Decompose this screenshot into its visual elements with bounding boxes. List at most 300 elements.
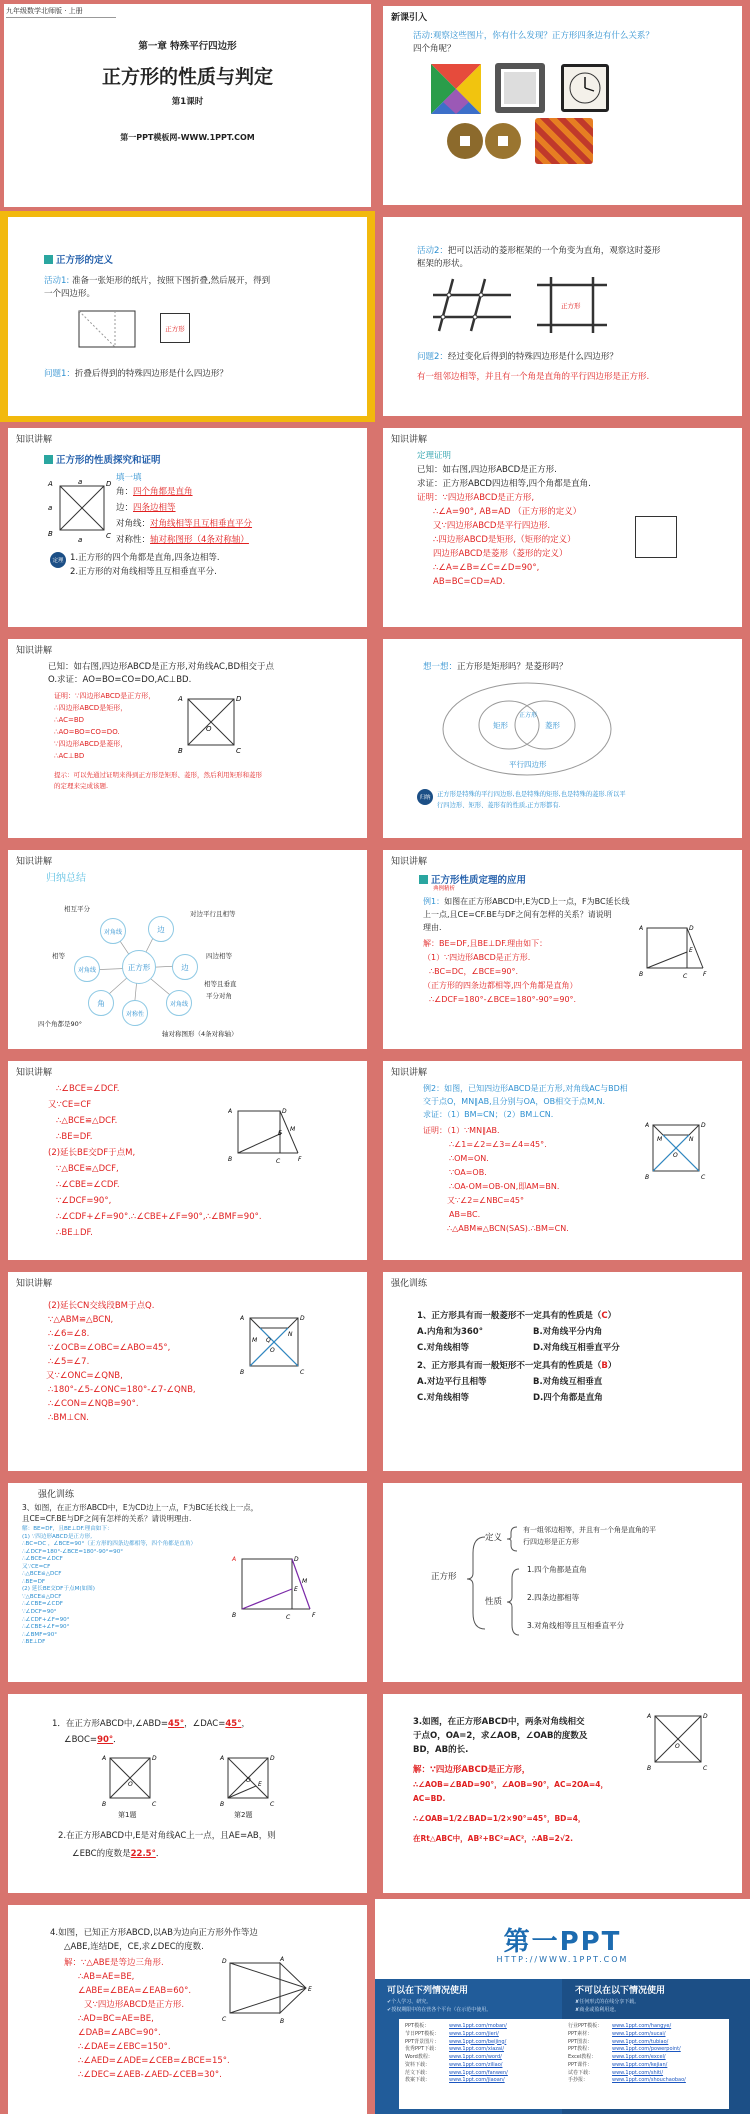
- slide-body: [8, 1061, 367, 1260]
- svg-text:A: A: [645, 1122, 650, 1129]
- choice[interactable]: D.对角线互相垂直平分: [533, 1343, 620, 1353]
- svg-text:C: C: [286, 1614, 291, 1621]
- solution-line: 解：∵四边形ABCD是正方形，: [413, 1765, 531, 1775]
- svg-text:D: D: [236, 695, 242, 703]
- square-figure: [635, 516, 677, 558]
- svg-text:C: C: [236, 747, 241, 755]
- solution-line: 解：∵△ABE是等边三角形.: [64, 1958, 164, 1968]
- choice[interactable]: B.对角线互相垂直: [533, 1377, 603, 1387]
- svg-text:O: O: [675, 1743, 680, 1750]
- svg-text:E: E: [258, 1781, 262, 1788]
- slide-intro: [375, 0, 750, 211]
- solution-block: 解：BE=DF，且BE⊥DF.理由如下： (1) ∵四边形ABCD是正方形, ∴BC=DC ，∠BCE=90°（正方形的四条边都相等，四个角都是直角） ∴∠DCF=180°-∠BCE=180°-90°=90° ∴∠BCE=∠DCF 又∵CE=CF ∴△BCE≌△DCF ∴BE=DF (2) 延长BE交DF于点M(如图) ∵△BCE≌△DCF ∴∠CBE=∠CDF ∵∠DCF=90° ∴∠CDF+∠F=90° ∴∠CBE+∠F=90° ∴∠BMF=90° ∴BE⊥DF: [22, 1526, 197, 1646]
- svg-text:D: D: [152, 1755, 157, 1762]
- question-text: 4.如图，已知正方形ABCD,以AB为边向正方形外作等边: [50, 1928, 258, 1938]
- svg-text:E: E: [278, 1130, 282, 1137]
- solution-line: ∴△BCE≌△DCF.: [56, 1116, 118, 1126]
- proof-line: 证明：∵四边形ABCD是正方形,: [417, 493, 535, 503]
- square-diagonals-figure: [176, 693, 246, 757]
- choice[interactable]: B.对角线平分内角: [533, 1327, 603, 1337]
- slide-heading: 强化训练: [38, 1490, 75, 1500]
- svg-text:F: F: [312, 1612, 316, 1619]
- definition-line: 有一组邻边相等，并且有一个角是直角的平: [523, 1526, 656, 1534]
- example1-figure: [639, 922, 719, 986]
- svg-text:E: E: [294, 1586, 298, 1593]
- resource-link[interactable]: www.1ppt.com/jiaoan/: [449, 2077, 505, 2084]
- svg-text:B: B: [220, 1801, 225, 1808]
- proof-line: (2)延长CN交线段BM于点Q.: [48, 1301, 155, 1311]
- slide-heading: 新课引入: [391, 13, 428, 23]
- resource-link[interactable]: www.1ppt.com/shiti/: [612, 2069, 664, 2076]
- svg-text:D: D: [689, 925, 694, 932]
- resource-link-row: [568, 2046, 723, 2054]
- resource-link[interactable]: www.1ppt.com/sucai/: [612, 2030, 666, 2037]
- svg-text:F: F: [703, 971, 707, 978]
- svg-text:A: A: [228, 1108, 233, 1115]
- mindmap-leaf: 平分对角: [206, 992, 232, 1000]
- question-text: 3、如图，在正方形ABCD中，E为CD边上一点，F为BC延长线上一点，: [22, 1503, 259, 1512]
- proof-line: ∴∠A=90°, AB=AD （正方形的定义）: [433, 507, 582, 517]
- mindmap-node: 对角线: [166, 990, 192, 1016]
- slide-practice4: [375, 1688, 750, 1899]
- svg-text:B: B: [102, 1801, 107, 1808]
- proof-line: 四边形ABCD是菱形（菱形的定义）: [433, 549, 568, 559]
- solution-line: (2)延长BE交DF于点M,: [48, 1148, 136, 1158]
- resource-link-label: 试卷下载：: [568, 2069, 594, 2076]
- proof-line: ∵四边形ABCD是菱形，: [54, 740, 128, 748]
- resource-link-row: [405, 2031, 560, 2039]
- svg-text:B: B: [240, 1369, 245, 1376]
- choice[interactable]: A.对边平行且相等: [417, 1377, 487, 1387]
- proof-line: ∴BM⊥CN.: [48, 1413, 89, 1423]
- mindmap-leaf: 相等且垂直: [204, 980, 237, 988]
- activity-text: 活动:观察这些图片，你有什么发现？正方形四条边有什么关系？: [413, 31, 654, 41]
- mindmap-node: 对角线: [74, 956, 100, 982]
- resource-link-label: 手抄报：: [568, 2077, 589, 2084]
- brand-url[interactable]: HTTP://WWW.1PPT.COM: [496, 1955, 629, 1964]
- resource-link-label: PPT素材：: [568, 2030, 593, 2037]
- resource-link[interactable]: www.1ppt.com/hangye/: [612, 2023, 672, 2029]
- section-title: 正方形性质定理的应用: [419, 872, 526, 886]
- proof-line: ∴180°-∠5-∠ONC=180°-∠7-∠QNB,: [48, 1385, 196, 1395]
- example-text: 求证：（1）BM=CN；（2）BM⊥CN.: [423, 1110, 554, 1119]
- slide-heading: 知识讲解: [16, 435, 53, 445]
- lesson-number: 第1课时: [171, 97, 204, 107]
- slide-mindmap: [0, 844, 375, 1055]
- svg-text:D: D: [270, 1755, 275, 1762]
- tangram-image: [431, 64, 481, 114]
- resource-link-label: PPT教程：: [568, 2046, 593, 2053]
- activity-text: 框架的形状。: [417, 259, 469, 269]
- venn-square-label: 正方形: [519, 712, 538, 719]
- property-line: 3.对角线相等且互相垂直平分: [527, 1621, 625, 1630]
- svg-text:O: O: [128, 1781, 133, 1788]
- slide-body: [8, 1483, 367, 1682]
- slide-body: [8, 217, 367, 416]
- slide-practice5: [0, 1899, 375, 2114]
- square-frame-figure: [533, 275, 628, 335]
- coins-image: [445, 121, 525, 161]
- venn-rect-label: 矩形: [493, 721, 508, 730]
- example-text: 上一点,且CE=CF.BE与DF之间有怎样的关系？请说明: [423, 910, 612, 919]
- svg-text:B: B: [228, 1156, 233, 1163]
- section-title: 正方形的定义: [44, 252, 113, 266]
- svg-text:D: D: [703, 1713, 708, 1720]
- svg-text:B: B: [178, 747, 183, 755]
- slide-example2-cont: [0, 1266, 375, 1477]
- solution-line: ∴∠OAB=1/2∠BAD=1/2×90°=45°，BD=4，: [413, 1814, 586, 1823]
- resource-link[interactable]: www.1ppt.com/excel/: [612, 2054, 666, 2060]
- svg-text:O: O: [206, 725, 212, 733]
- activity-text: 活动2：把可以活动的菱形框架的一个角变为直角，观察这时菱形: [417, 246, 661, 256]
- svg-text:B: B: [647, 1765, 652, 1772]
- definition-line: 行四边形是正方形: [523, 1538, 579, 1546]
- question-text: △ABE,连结DE，CE,求∠DEC的度数.: [64, 1942, 204, 1952]
- q2-figure: [218, 1752, 278, 1808]
- resource-link-label: 节日PPT模板：: [405, 2030, 440, 2037]
- summary-key: 性质: [485, 1597, 503, 1607]
- summary-root: 正方形: [431, 1572, 457, 1582]
- mindmap-node: 角: [88, 990, 114, 1016]
- resource-link[interactable]: www.1ppt.com/moban/: [449, 2023, 507, 2029]
- summary-text: 正方形是特殊的平行四边形,也是特殊的矩形,也是特殊的菱形.所以平: [437, 791, 626, 798]
- prove-text: 求证：正方形ABCD四边相等,四个角都是直角.: [417, 479, 591, 489]
- resource-link-row: [568, 2062, 723, 2070]
- proof-label: 定理证明: [417, 451, 452, 461]
- resource-link[interactable]: www.1ppt.com/powerpoint/: [612, 2046, 681, 2053]
- lesson-title: 正方形的性质与判定: [101, 66, 273, 88]
- svg-text:a: a: [78, 536, 83, 544]
- activity-text: 一个四边形。: [44, 289, 96, 299]
- question-text: 问题2：经过变化后得到的特殊四边形是什么四边形？: [417, 352, 618, 362]
- proof-line: ∴四边形ABCD是矩形，: [54, 704, 128, 712]
- question-text: 3.如图，在正方形ABCD中，两条对角线相交: [413, 1717, 585, 1727]
- resource-link[interactable]: www.1ppt.com/jieri/: [449, 2030, 499, 2037]
- fill-label: 填一填: [116, 473, 142, 483]
- slide-practice3: [0, 1688, 375, 1899]
- solution-line: ∴BE⊥DF.: [56, 1228, 93, 1238]
- choice[interactable]: C.对角线相等: [417, 1343, 469, 1353]
- links-box: [399, 2019, 729, 2109]
- slide-body: [8, 1905, 367, 2114]
- svg-text:M: M: [252, 1337, 258, 1344]
- square-label-box: 正方形: [160, 313, 190, 343]
- venn-parallelogram-label: 平行四边形: [509, 760, 547, 769]
- resource-link[interactable]: www.1ppt.com/kejian/: [612, 2061, 668, 2068]
- svg-text:A: A: [647, 1713, 652, 1720]
- answer-text: 有一组邻边相等，并且有一个角是直角的平行四边形是正方形.: [417, 372, 650, 382]
- site-label: 第一PPT模板网-WWW.1PPT.COM: [120, 133, 255, 142]
- hint-text: 提示：可以先通过证明来得到正方形是矩形、菱形，然后利用矩形和菱形: [54, 771, 262, 779]
- example-text: 交于点O，MN∥AB,且分别与OA，OB相交于点M,N.: [423, 1097, 606, 1106]
- mindmap-leaf: 轴对称图形（4条对称轴）: [162, 1030, 238, 1038]
- property-row: 对称性：轴对称图形（4条对称轴）: [116, 535, 249, 545]
- solution-line: ∴∠DCF=180°-∠BCE=180°-90°=90°.: [429, 995, 577, 1004]
- solution-line: （正方形的四条边都相等,四个角都是直角）: [423, 981, 578, 990]
- given-text: 已知：如右图,四边形ABCD是正方形,对角线AC,BD相交于点: [48, 662, 275, 672]
- summary-title: 归纳总结: [46, 873, 86, 884]
- resource-link-label: 教案下载：: [405, 2077, 431, 2084]
- example-text: 例1：如图在正方形ABCD中,E为CD上一点，F为BC延长线: [423, 897, 630, 906]
- activity-text: 活动1: 准备一张矩形的纸片，按照下图折叠,然后展开，得到: [44, 276, 271, 286]
- resource-link[interactable]: www.1ppt.com/fanwen/: [449, 2069, 508, 2076]
- proof-line: ∵∠OCB=∠OBC=∠ABO=45°,: [48, 1343, 171, 1353]
- choice[interactable]: D.四个角都是直角: [533, 1393, 603, 1403]
- question-text: 于点O，OA=2，求∠AOB，∠OAB的度数及: [413, 1731, 588, 1741]
- solution-line: ∴AB=AE=BE,: [78, 1972, 135, 1982]
- given-text: 已知：如右图,四边形ABCD是正方形.: [417, 465, 557, 475]
- theorem-text: 1.正方形的四个角都是直角,四条边相等.: [70, 553, 220, 563]
- resource-link-row: [405, 2046, 560, 2054]
- question-text: ∠BOC=90°．: [64, 1735, 122, 1745]
- svg-text:D: D: [106, 480, 112, 488]
- svg-text:E: E: [308, 1986, 312, 1993]
- practice4-figure: [645, 1710, 709, 1774]
- resource-link-row: [405, 2062, 560, 2070]
- proof-line: AB=BC=CD=AD.: [433, 577, 506, 587]
- slide-title: [0, 0, 375, 211]
- proof-line: ∵△ABM≌△BCN,: [48, 1315, 114, 1325]
- resource-link[interactable]: www.1ppt.com/ziliao/: [449, 2061, 503, 2068]
- svg-text:M: M: [290, 1126, 296, 1133]
- slide-proof1: [375, 422, 750, 633]
- resource-link-label: 行业PPT模板：: [568, 2023, 603, 2029]
- slide-heading: 知识讲解: [16, 1068, 53, 1078]
- svg-text:B: B: [48, 530, 53, 538]
- resource-link-label: PPT图表：: [568, 2038, 593, 2045]
- section-title: 正方形的性质探究和证明: [44, 452, 161, 466]
- svg-text:D: D: [222, 1958, 227, 1965]
- resource-link[interactable]: www.1ppt.com/shouchaobao/: [612, 2077, 686, 2084]
- slide-body: [383, 639, 742, 838]
- proof-line: ∴∠CON=∠NQB=90°.: [48, 1399, 139, 1409]
- svg-text:N: N: [689, 1136, 694, 1143]
- solution-line: ∴∠DEC=∠AEB-∠AED-∠CEB=30°.: [78, 2070, 222, 2080]
- solution-line: ∴∠CBE=∠CDF.: [56, 1180, 120, 1190]
- figure-caption: 第1题: [118, 1811, 137, 1819]
- forbidden-item: ✘任何形式的在线分享下载。: [575, 1999, 640, 2005]
- proof-line: 证明：∵四边形ABCD是正方形，: [54, 692, 156, 700]
- slide-properties: [0, 422, 375, 633]
- mindmap-node: 边: [172, 954, 198, 980]
- example1-figure-m: [228, 1105, 318, 1175]
- svg-text:O: O: [673, 1152, 678, 1159]
- svg-text:C: C: [703, 1765, 708, 1772]
- slide-body: [383, 1061, 742, 1260]
- proof-line: 又∵∠ONC=∠QNB,: [46, 1371, 123, 1381]
- solution-line: 又∵四边形ABCD是正方形.: [84, 2000, 185, 2010]
- svg-text:A: A: [48, 480, 53, 488]
- slide-body: [8, 1694, 367, 1893]
- solution-line: ∵∠DCF=90°,: [56, 1196, 112, 1206]
- slide-body: [383, 1694, 742, 1893]
- proof-line: ∴∠6=∠8.: [48, 1329, 90, 1339]
- property-row: 边：四条边相等: [116, 503, 176, 513]
- practice2-figure: [230, 1553, 330, 1629]
- resource-link-label: Word教程：: [405, 2054, 433, 2060]
- slide-copyright: [375, 1899, 750, 2114]
- allowed-heading: 可以在下列情况使用: [387, 1986, 469, 1996]
- question-text: 想一想：正方形是矩形吗？是菱形吗？: [423, 662, 568, 672]
- question-text: 且CE=CF.BE与DF之间有怎样的关系？请说明理由.: [22, 1514, 192, 1523]
- solution-line: ∠ABE=∠BEA=∠EAB=60°.: [78, 1986, 192, 1996]
- summary-key: 定义: [485, 1533, 503, 1543]
- forbidden-item: ✘商业或盈利用途。: [575, 2007, 620, 2013]
- resource-link-row: [568, 2054, 723, 2062]
- svg-text:a: a: [78, 478, 83, 486]
- rhombus-frame-figure: [431, 275, 526, 335]
- slide-body: [8, 428, 367, 627]
- proof-line: 又∵∠2=∠NBC=45°: [447, 1196, 525, 1205]
- resource-link-label: Excel教程：: [568, 2054, 597, 2060]
- proof-line: ∵OA=OB.: [449, 1168, 487, 1177]
- resource-link[interactable]: www.1ppt.com/tubiao/: [612, 2038, 669, 2045]
- prove-text: O.求证：AO=BO=CO=DO,AC⊥BD.: [48, 675, 192, 685]
- resource-link-row: [405, 2077, 560, 2085]
- links-grid: [405, 2023, 723, 2085]
- figure-caption: 第2题: [234, 1811, 253, 1819]
- svg-text:B: B: [639, 971, 644, 978]
- svg-text:D: D: [282, 1108, 287, 1115]
- theorem-badge: 定理: [50, 552, 66, 568]
- proof-line: ∴∠5=∠7.: [48, 1357, 90, 1367]
- proof-line: ∴∠A=∠B=∠C=∠D=90°,: [433, 563, 540, 573]
- resource-link-label: 优秀PPT下载：: [405, 2046, 440, 2053]
- hint-text: 的定理来完成该题.: [54, 782, 109, 790]
- theorem-text: 2.正方形的对角线相等且互相垂直平分.: [70, 567, 217, 577]
- slide-body: [383, 428, 742, 627]
- logo-area: [375, 1899, 750, 1979]
- folded-rect-figure: [78, 310, 138, 350]
- question-text: ∠EBC的度数是22.5°．: [72, 1849, 165, 1859]
- resource-link-row: [568, 2031, 723, 2039]
- resource-link[interactable]: www.1ppt.com/word/: [449, 2054, 502, 2060]
- slide-practice1: [375, 1266, 750, 1477]
- slide-example1: [375, 844, 750, 1055]
- resource-link-label: 资料下载：: [405, 2061, 431, 2068]
- solution-line: ∵△BCE≌△DCF,: [56, 1164, 119, 1174]
- slide-practice2: [0, 1477, 375, 1688]
- solution-line: ∴∠DAE=∠EBC=150°.: [78, 2042, 171, 2052]
- mindmap-leaf: 相等: [52, 952, 65, 960]
- svg-text:C: C: [701, 1174, 706, 1181]
- property-row: 角：四个角都是直角: [116, 487, 193, 497]
- proof-line: ∴AC=BD: [54, 716, 85, 724]
- mindmap-node: 对称性: [122, 1000, 148, 1026]
- slide-heading: 知识讲解: [391, 435, 428, 445]
- slide-example1-cont: [0, 1055, 375, 1266]
- example-tag: 典例精析: [433, 886, 456, 892]
- svg-text:M: M: [302, 1578, 308, 1585]
- svg-text:A: A: [280, 1956, 285, 1963]
- question-text: 2.在正方形ABCD中,E是对角线AC上一点，且AE=AB，则: [58, 1831, 276, 1841]
- choice[interactable]: A.内角和为360°: [417, 1327, 483, 1337]
- clock-image: [561, 64, 609, 112]
- solution-line: AC=BD.: [413, 1794, 446, 1803]
- svg-text:C: C: [683, 973, 688, 980]
- allowed-item: ✔授权期限中的在营各个平台（在示范中使用。: [387, 2007, 492, 2013]
- solution-line: ∴AD=BC=AE=BE,: [78, 2014, 154, 2024]
- svg-text:a: a: [48, 504, 53, 512]
- svg-text:A: A: [232, 1556, 237, 1563]
- brace-prop: [505, 1567, 521, 1637]
- resource-link-label: PPT模板：: [405, 2023, 430, 2029]
- question-text: 2、正方形具有而一般矩形不一定具有的性质是（B）: [417, 1361, 617, 1371]
- proof-line: AB=BC.: [449, 1210, 481, 1219]
- proof-line: 又∵四边形ABCD是平行四边形.: [433, 521, 551, 531]
- tile-image: [535, 118, 593, 164]
- svg-text:C: C: [300, 1369, 305, 1376]
- svg-text:D: D: [701, 1122, 706, 1129]
- mindmap-leaf: 四边相等: [206, 952, 232, 960]
- svg-text:C: C: [152, 1801, 157, 1808]
- solution-line: 解：BE=DF,且BE⊥DF.理由如下：: [423, 939, 548, 948]
- brace-root: [463, 1533, 493, 1633]
- question-text: 1．在正方形ABCD中,∠ABD=45°，∠DAC=45°，: [52, 1719, 250, 1729]
- proof-line: ∴四边形ABCD是矩形,（矩形的定义）: [433, 535, 576, 545]
- slide-body: [383, 850, 742, 1049]
- summary-badge: 归纳: [417, 789, 433, 805]
- solution-line: ∴∠CDF+∠F=90°.∴∠CBE+∠F=90°,∴∠BMF=90°.: [56, 1212, 262, 1222]
- resource-link-row: [568, 2077, 723, 2085]
- resource-link[interactable]: www.1ppt.com/xiazai/: [449, 2046, 505, 2053]
- activity-text: 四个角呢？: [413, 44, 456, 54]
- slide-heading: 知识讲解: [391, 857, 428, 867]
- proof-line: 证明：（1）∵MN∥AB.: [423, 1126, 500, 1135]
- brand-logo: 第一PPT: [503, 1927, 622, 1957]
- svg-text:B: B: [280, 2018, 285, 2025]
- venn-rhombus-label: 菱形: [545, 721, 560, 730]
- proof-line: ∴AC⊥BD: [54, 752, 85, 760]
- solution-line: ∴∠AED=∠ADE=∠CEB=∠BCE=15°.: [78, 2056, 230, 2066]
- slide-body: [383, 1272, 742, 1471]
- resource-link-row: [568, 2023, 723, 2031]
- svg-text:B: B: [232, 1612, 237, 1619]
- svg-text:A: A: [178, 695, 183, 703]
- property-row: 对角线：对角线相等且互相垂直平分: [116, 519, 253, 529]
- resource-link[interactable]: www.1ppt.com/beijing/: [449, 2038, 507, 2045]
- svg-text:F: F: [298, 1156, 302, 1163]
- svg-text:E: E: [689, 947, 693, 954]
- proof-line: ∴AO=BO=CO=DO.: [54, 728, 120, 736]
- summary-text: 行四边形、矩形、菱形有的性质,正方形都有.: [437, 802, 561, 809]
- venn-diagram: [441, 679, 621, 789]
- svg-text:C: C: [276, 1158, 281, 1165]
- svg-text:A: A: [220, 1755, 225, 1762]
- solution-line: ∴∠BCE=∠DCF.: [56, 1084, 120, 1094]
- example-text: 理由.: [423, 923, 442, 932]
- slide-heading: 知识讲解: [391, 1068, 428, 1078]
- choice[interactable]: C.对角线相等: [417, 1393, 469, 1403]
- allowed-item: ✔个人学习、研究。: [387, 1999, 432, 2005]
- mindmap-leaf: 四个角都是90°: [38, 1020, 83, 1028]
- solution-line: ∴BE=DF.: [56, 1132, 93, 1142]
- svg-text:C: C: [106, 532, 111, 540]
- mindmap-leaf: 相互平分: [64, 905, 90, 913]
- question-text: BD，AB的长.: [413, 1745, 469, 1755]
- proof-line: ∴OM=ON.: [449, 1154, 489, 1163]
- svg-text:Q: Q: [266, 1337, 271, 1344]
- slide-body: [8, 1272, 367, 1471]
- solution-line: 在Rt△ABC中，AB²+BC²=AC²，∴AB=2√2.: [413, 1834, 573, 1843]
- svg-text:M: M: [657, 1136, 663, 1143]
- svg-text:N: N: [288, 1331, 293, 1338]
- svg-text:D: D: [294, 1556, 299, 1563]
- mindmap-node: 边: [148, 916, 174, 942]
- resource-link-label: PPT课件：: [568, 2061, 593, 2068]
- property-line: 1.四个角都是直角: [527, 1565, 587, 1574]
- forbidden-heading: 不可以在以下情况使用: [575, 1986, 666, 1996]
